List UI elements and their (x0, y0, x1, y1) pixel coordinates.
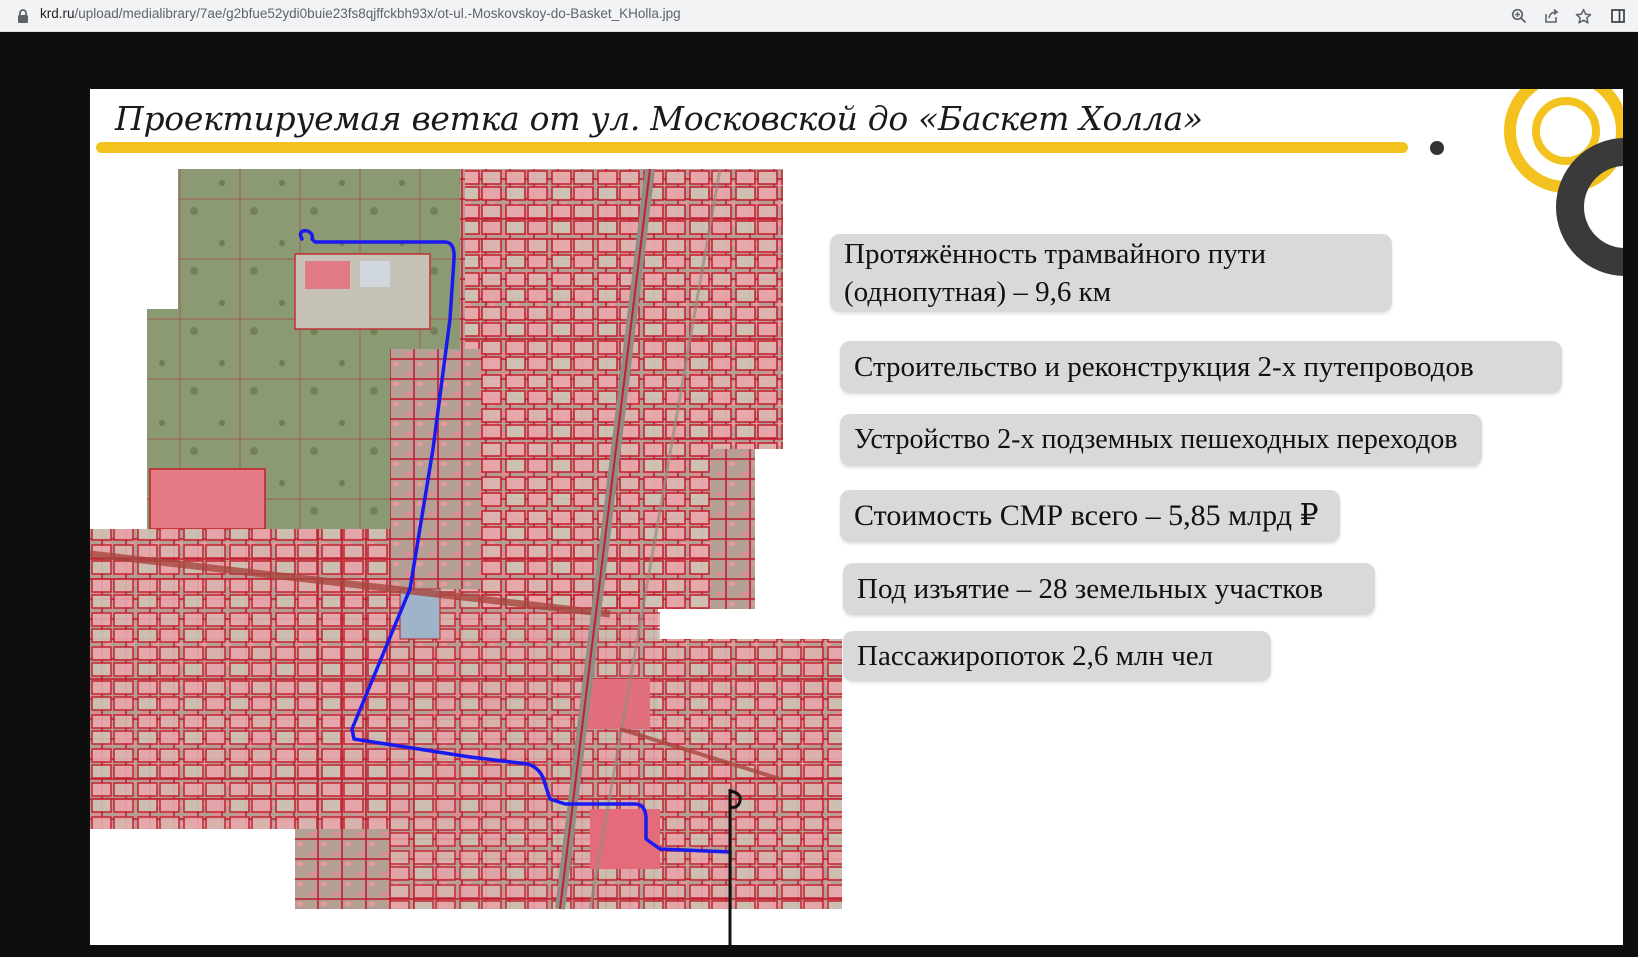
url-host: krd.ru (40, 6, 75, 21)
title-dot (1430, 141, 1444, 155)
fact-passenger-flow (843, 631, 1271, 681)
fact-underpasses (840, 414, 1482, 466)
fact-underpasses-text: Устройство 2-х подземных пешеходных переходов (854, 424, 1458, 455)
image-viewer (0, 33, 1638, 957)
fact-land-plots (843, 563, 1375, 615)
fact-overpasses-text: Строительство и реконструкция 2-х путепроводов (854, 351, 1474, 383)
lock-icon (16, 8, 30, 24)
route-map (90, 169, 880, 945)
bookmark-star-icon[interactable] (1573, 6, 1593, 26)
slide-title: Проектируемая ветка от ул. Московской до «Баскет Холла» (115, 99, 1203, 138)
fact-cost-text: Стоимость СМР всего – 5,85 млрд ₽ (854, 499, 1319, 532)
url-field[interactable] (40, 6, 681, 21)
title-underline (96, 142, 1408, 153)
fact-land-plots-text: Под изъятие – 28 земельных участков (857, 573, 1324, 605)
share-icon[interactable] (1541, 6, 1561, 26)
sidebar-icon[interactable] (1608, 6, 1628, 26)
fact-overpasses (840, 341, 1562, 393)
fact-track-length-line1: Протяжённость трамвайного пути (844, 238, 1266, 270)
fact-track-length (830, 234, 1392, 312)
zoom-icon[interactable] (1509, 6, 1529, 26)
slide-image (90, 89, 1623, 945)
fact-passenger-flow-text: Пассажиропоток 2,6 млн чел (857, 640, 1214, 672)
fact-cost (840, 490, 1340, 542)
decorative-rings (1450, 89, 1623, 279)
browser-address-bar (0, 0, 1638, 32)
fact-track-length-line2: (однопутная) – 9,6 км (844, 276, 1112, 308)
url-path: /upload/medialibrary/7ae/g2bfue52ydi0buie23fs8qjffckbh93x/ot-ul.-Moskovskoy-do-Basket_KHolla.jpg (74, 6, 681, 21)
